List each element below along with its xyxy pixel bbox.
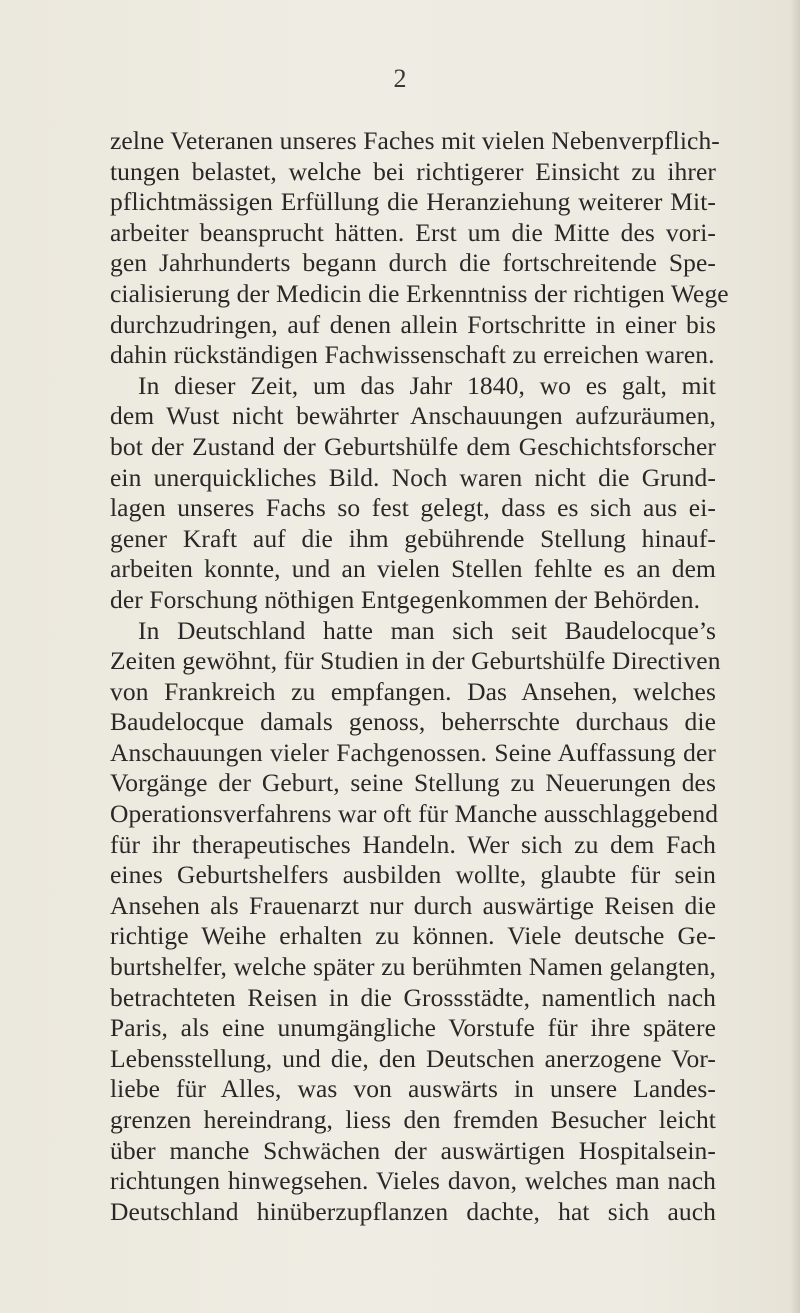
text-line: Baudelocque damals genoss, beherrschte durchaus die bbox=[110, 707, 716, 737]
page-edge-shadow bbox=[790, 0, 800, 1313]
text-line: Zeiten gewöhnt, für Studien in der Geburtshülfe Directiven bbox=[110, 646, 721, 676]
text-line: Operationsverfahrens war oft für Manche ausschlaggebend bbox=[110, 799, 719, 829]
text-line: für ihr therapeutisches Handeln. Wer sich zu dem Fach bbox=[110, 829, 716, 859]
text-line: lagen unseres Fachs so fest gelegt, dass es sich aus ei- bbox=[110, 493, 716, 523]
text-line: gener Kraft auf die ihm gebührende Stellung hinauf- bbox=[110, 523, 716, 553]
text-line: richtige Weihe erhalten zu können. Viele deutsche Ge- bbox=[110, 921, 716, 951]
text-line: eines Geburtshelfers ausbilden wollte, glaubte für sein bbox=[110, 860, 716, 890]
page-number: 2 bbox=[393, 64, 407, 93]
text-line: tungen belastet, welche bei richtigerer Einsicht zu ihrer bbox=[110, 156, 716, 186]
text-line: Ansehen als Frauenarzt nur durch auswärtige Reisen die bbox=[110, 890, 716, 920]
text-line: ein unerquickliches Bild. Noch waren nicht die Grund- bbox=[110, 462, 716, 492]
text-line: Paris, als eine unumgängliche Vorstufe für ihre spätere bbox=[110, 1013, 716, 1043]
text-line: Vorgänge der Geburt, seine Stellung zu Neuerungen des bbox=[110, 768, 716, 798]
text-line: Anschauungen vieler Fachgenossen. Seine Auffassung der bbox=[110, 737, 716, 767]
text-line: arbeiten konnte, und an vielen Stellen fehlte es an dem bbox=[110, 554, 716, 584]
text-line: richtungen hinwegsehen. Vieles davon, welches man nach bbox=[110, 1166, 716, 1196]
text-line: Lebensstellung, und die, den Deutschen anerzogene Vor- bbox=[110, 1043, 716, 1073]
text-line: über manche Schwächen der auswärtigen Hospitalsein- bbox=[110, 1135, 716, 1165]
text-line: In Deutschland hatte man sich seit Baudelocque’s bbox=[138, 615, 716, 645]
text-line: von Frankreich zu empfangen. Das Ansehen, welches bbox=[110, 676, 716, 706]
text-line: bot der Zustand der Geburtshülfe dem Geschichtsforscher bbox=[110, 431, 716, 461]
text-line: gen Jahrhunderts begann durch die fortschreitende Spe- bbox=[110, 248, 716, 278]
text-line: durchzudringen, auf denen allein Fortschritte in einer bis bbox=[110, 309, 716, 339]
text-line: dem Wust nicht bewährter Anschauungen aufzuräumen, bbox=[110, 401, 716, 431]
text-line: der Forschung nöthigen Entgegenkommen der Behörden. bbox=[110, 584, 701, 614]
text-line: cialisierung der Medicin die Erkenntniss der richtigen Wege bbox=[110, 278, 729, 308]
text-line: grenzen hereindrang, liess den fremden Besucher leicht bbox=[110, 1105, 716, 1134]
text-line: zelne Veteranen unseres Faches mit vielen Nebenverpflich- bbox=[110, 126, 720, 155]
text-line: In dieser Zeit, um das Jahr 1840, wo es galt, mit bbox=[138, 370, 716, 400]
body-text bbox=[110, 126, 729, 1227]
text-line: pflichtmässigen Erfüllung die Heranziehung weiterer Mit- bbox=[110, 187, 716, 217]
text-line: betrachteten Reisen in die Grossstädte, namentlich nach bbox=[110, 982, 716, 1012]
text-line: liebe für Alles, was von auswärts in unsere Landes- bbox=[110, 1074, 716, 1104]
text-line: dahin rückständigen Fachwissenschaft zu erreichen waren. bbox=[110, 340, 715, 370]
text-line: burtshelfer, welche später zu berühmten Namen gelangten, bbox=[110, 952, 716, 982]
text-line: Deutschland hinüberzupflanzen dachte, hat sich auch bbox=[110, 1196, 716, 1226]
text-line: arbeiter beansprucht hätten. Erst um die Mitte des vori- bbox=[110, 217, 716, 247]
